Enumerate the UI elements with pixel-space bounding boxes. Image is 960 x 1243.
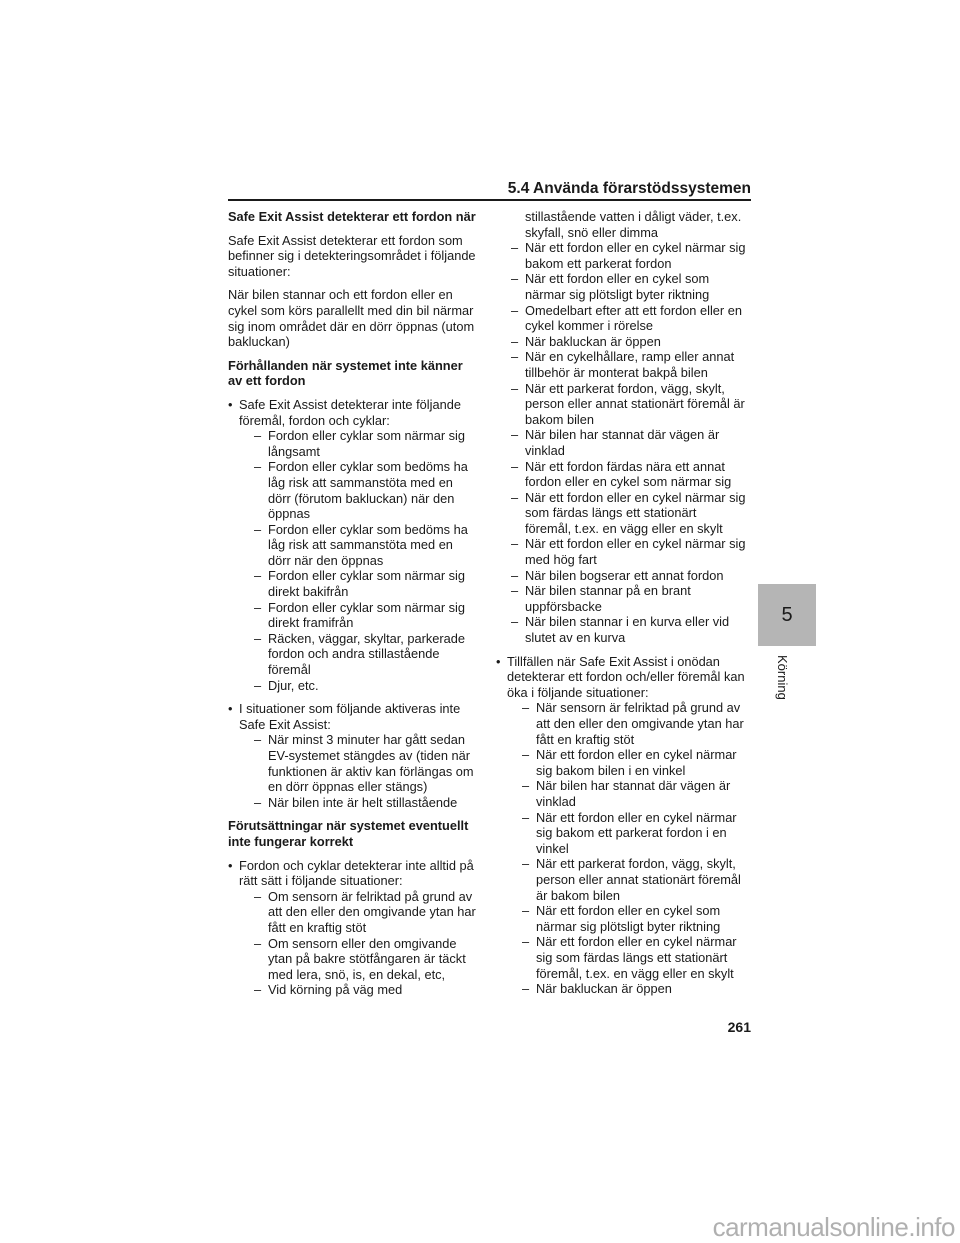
list-item: – Omedelbart efter att ett fordon eller en cykel kommer i rörelse <box>511 302 742 334</box>
list-item: – När bilen bogserar ett annat fordon <box>511 567 724 583</box>
bullet-unnecessary-detection <box>496 654 746 997</box>
list-item: – När ett fordon eller en cykel som närmar sig plötsligt byter riktning <box>522 903 721 934</box>
list-item: – När bilen har stannat där vägen är vinklad <box>522 778 731 809</box>
list-item: – Om sensorn är felriktad på grund av att den eller den omgivande ytan har fått en kraftig stöt <box>254 888 476 935</box>
dash-list <box>239 428 478 693</box>
dash-list-continued <box>496 209 746 646</box>
list-item: – När ett fordon eller en cykel som närmar sig plötsligt byter riktning <box>511 271 710 302</box>
right-column <box>496 209 746 1005</box>
header-rule <box>228 199 751 201</box>
list-item: – Djur, etc. <box>254 677 319 693</box>
list-item: – När ett fordon eller en cykel närmar sig bakom bilen i en vinkel <box>522 747 737 778</box>
list-item: – När ett fordon eller en cykel närmar sig som färdas längs ett stationärt föremål, t.ex. en vägg eller en skylt <box>511 489 746 536</box>
chapter-label: Körning <box>775 655 790 700</box>
bullet-text: Safe Exit Assist detekterar inte följande föremål, fordon och cyklar: <box>239 396 461 428</box>
list-item-continued: stillastående vatten i dåligt väder, t.ex. skyfall, snö eller dimma <box>525 209 742 240</box>
page-number: 261 <box>727 1019 751 1035</box>
chapter-number: 5 <box>781 603 793 626</box>
watermark: carmanualsonline.info <box>712 1212 955 1242</box>
section-header: 5.4 Använda förarstödssystemen <box>507 180 751 197</box>
bullet-text: Fordon och cyklar detekterar inte alltid på rätt sätt i följande situationer: <box>239 857 474 889</box>
dash-list <box>507 700 746 996</box>
list-item: – När ett fordon eller en cykel närmar sig bakom ett parkerat fordon i en vinkel <box>522 809 737 856</box>
bullet-text: I situationer som följande aktiveras inte Safe Exit Assist: <box>239 701 461 732</box>
list-item: – När en cykelhållare, ramp eller annat tillbehör är monterat bakpå bilen <box>511 349 735 380</box>
list-item: – Om sensorn eller den omgivande ytan på bakre stötfångaren är täckt med lera, snö, is, en dekal, etc, <box>254 935 466 982</box>
heading-detects-vehicle: Safe Exit Assist detekterar ett fordon när <box>228 209 476 224</box>
list-item: – När bakluckan är öppen <box>511 333 661 349</box>
list-item: – Fordon eller cyklar som närmar sig direkt framifrån <box>254 599 465 631</box>
heading-may-not-work: Förutsättningar när systemet eventuellt inte fungerar korrekt <box>228 818 469 849</box>
list-item: – När bilen har stannat där vägen är vinklad <box>511 427 720 458</box>
dash-list <box>239 732 478 810</box>
list-item: – När bilen stannar på en brant uppförsbacke <box>511 583 691 614</box>
left-column <box>228 209 478 1006</box>
list-item: – När ett fordon eller en cykel närmar sig med hög fart <box>511 536 746 568</box>
paragraph-detection-situation: När bilen stannar och ett fordon eller en cykel som körs parallellt med din bil närmar sig inom området där en dörr öppnas (utom bakluckan) <box>228 287 475 350</box>
list-item: – När minst 3 minuter har gått sedan EV-systemet stängdes av (tiden när funktionen är aktiv kan förlängas om en dörr öppnas eller stängs) <box>254 732 474 795</box>
bullet-not-detected <box>228 397 478 693</box>
dash-list <box>239 889 478 998</box>
list-item: – Fordon eller cyklar som närmar sig långsamt <box>254 428 465 459</box>
list-item: – När bilen inte är helt stillastående <box>254 794 458 810</box>
bullet-text: Tillfällen när Safe Exit Assist i onödan detekterar ett fordon och/eller föremål kan öka i följande situationer: <box>507 653 745 700</box>
list-item: – Fordon eller cyklar som bedöms ha låg risk att sammanstöta med en dörr (förutom bakluckan) när den öppnas <box>254 459 468 522</box>
bullet-marker: • <box>228 857 233 873</box>
list-item: – När bilen stannar i en kurva eller vid slutet av en kurva <box>511 614 730 646</box>
paragraph-detection-intro: Safe Exit Assist detekterar ett fordon som befinner sig i detekteringsområdet i följande situationer: <box>228 232 476 279</box>
list-item: – När ett parkerat fordon, vägg, skylt, person eller annat stationärt föremål är bakom bilen <box>511 380 745 427</box>
bullet-marker: • <box>228 701 233 717</box>
list-item: – När ett parkerat fordon, vägg, skylt, person eller annat stationärt föremål är bakom bilen <box>522 856 741 903</box>
bullet-marker: • <box>228 396 233 412</box>
list-item: – Fordon eller cyklar som bedöms ha låg risk att sammanstöta med en dörr när den öppnas <box>254 521 468 568</box>
bullet-not-always-detected <box>228 858 478 998</box>
chapter-tab <box>758 584 816 646</box>
list-item: – Räcken, väggar, skyltar, parkerade fordon och andra stillastående föremål <box>254 630 466 678</box>
bullet-marker: • <box>496 653 501 669</box>
bullet-not-activated <box>228 701 478 810</box>
list-item: – När ett fordon eller en cykel närmar sig bakom ett parkerat fordon <box>511 240 746 271</box>
heading-not-detecting: Förhållanden när systemet inte känner av ett fordon <box>228 357 463 389</box>
list-item: – När ett fordon eller en cykel närmar sig som färdas längs ett stationärt föremål, t.ex. en vägg eller en skylt <box>522 934 737 981</box>
list-item: – Fordon eller cyklar som närmar sig direkt bakifrån <box>254 568 465 600</box>
list-item: – När sensorn är felriktad på grund av att den eller den omgivande ytan har fått en kraftig stöt <box>522 700 744 747</box>
list-item: – Vid körning på väg med <box>254 982 403 998</box>
list-item: – När bakluckan är öppen <box>522 981 672 997</box>
list-item: – När ett fordon färdas nära ett annat fordon eller en cykel som närmar sig <box>511 458 732 490</box>
